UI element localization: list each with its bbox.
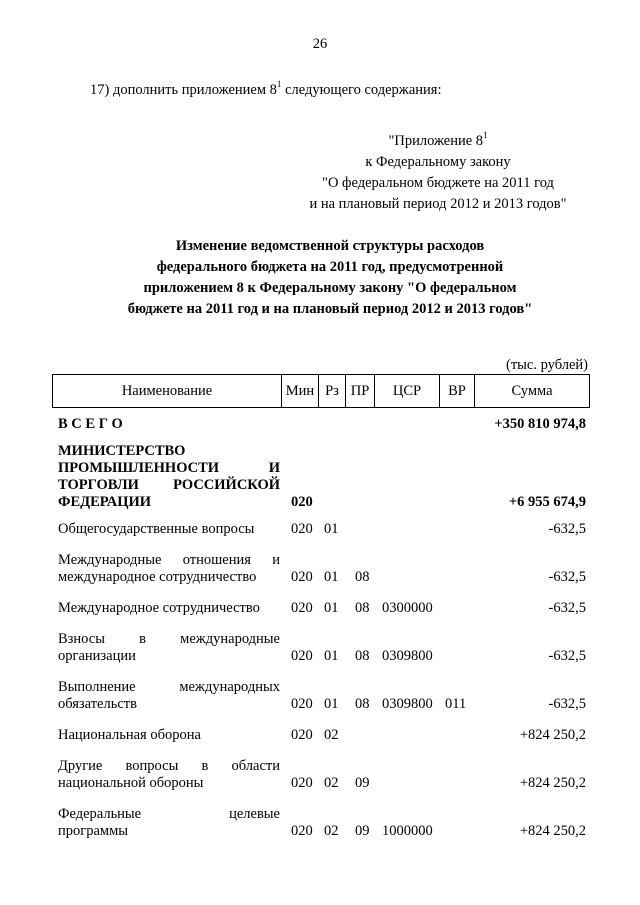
row-min: 020 [291,521,313,537]
row-rz: 01 [324,648,339,664]
row-csr: 0300000 [382,600,433,616]
row-sum: -632,5 [548,521,586,537]
appendix-line-1-text: "Приложение 8 [388,132,484,149]
row-sum: -632,5 [548,600,586,616]
header-name: Наименование [53,375,282,408]
row-name-line: обязательств [58,696,137,712]
row-rz: 02 [324,727,339,743]
table-row [52,806,590,840]
row-name-line: МИНИСТЕРСТВО [58,443,186,459]
row-rz: 01 [324,696,339,712]
row-name [52,758,280,792]
row-vr: 011 [445,696,467,712]
row-name-line: ФЕДЕРАЦИИ [58,494,152,510]
row-name-line: Международные отношения и [58,552,280,568]
row-sum: +824 250,2 [519,823,586,839]
intro-text: 17) дополнить приложением 8 [90,81,277,98]
row-name [52,443,280,511]
table-row [52,631,590,665]
row-name-line: Общегосударственные вопросы [58,521,255,537]
row-name-line: ТОРГОВЛИ РОССИЙСКОЙ [58,477,280,493]
units-label: (тыс. рублей) [506,357,588,373]
table-row [52,443,590,511]
row-min: 020 [291,696,313,712]
row-name-line: организации [58,648,136,664]
table-row [52,416,590,433]
row-min: 020 [291,823,313,839]
appendix-line-1 [288,126,588,152]
table-row [52,552,590,586]
row-pr: 09 [355,823,370,839]
row-sum: +824 250,2 [519,775,586,791]
row-min: 020 [291,569,313,585]
intro-superscript: 1 [276,79,282,89]
row-name-line: ПРОМЫШЛЕННОСТИ И [58,460,280,476]
row-rz: 02 [324,775,339,791]
table-row [52,679,590,713]
row-name [52,679,280,713]
header-sum: Сумма [475,375,590,408]
row-sum: +350 810 974,8 [494,416,586,432]
row-name [52,727,280,744]
header-vr: ВР [440,375,475,408]
row-rz: 01 [324,569,339,585]
title-line-3: приложением 8 к Федеральному закону "О федеральном [143,280,517,296]
title-line-2: федерального бюджета на 2011 год, предусмотренной [156,259,504,275]
title-line-1: Изменение ведомственной структуры расходов [175,238,485,254]
table-body [52,416,590,854]
appendix-line-1-superscript: 1 [483,130,488,140]
row-name-line: национальной обороны [58,775,204,791]
header-csr: ЦСР [375,375,440,408]
header-rz: Рз [319,375,346,408]
appendix-line-4: и на плановый период 2012 и 2013 годов" [309,195,567,212]
appendix-line-2: к Федеральному закону [365,153,511,170]
row-pr: 08 [355,569,370,585]
table-row [52,521,590,538]
row-rz: 02 [324,823,339,839]
row-csr: 0309800 [382,648,433,664]
row-name [52,600,280,617]
row-name-line: Международное сотрудничество [58,600,260,616]
row-min: 020 [291,494,313,510]
table-header [52,374,590,408]
row-pr: 09 [355,775,370,791]
row-name [52,806,280,840]
row-sum: +824 250,2 [519,727,586,743]
row-min: 020 [291,648,313,664]
table-row [52,600,590,617]
row-sum: -632,5 [548,648,586,664]
row-name-line: Выполнение международных [58,679,280,695]
row-min: 020 [291,600,313,616]
page-number: 26 [312,36,328,52]
row-min: 020 [291,775,313,791]
appendix-header [288,126,588,215]
intro-suffix: следующего содержания: [281,81,442,98]
row-pr: 08 [355,648,370,664]
document-title [90,236,570,320]
header-min: Мин [282,375,319,408]
row-name [52,631,280,665]
title-line-4: бюджете на 2011 год и на плановый период 2012 и 2013 годов" [127,301,533,317]
row-name-line: Национальная оборона [58,727,201,743]
row-name-line: программы [58,823,128,839]
row-name [52,416,280,433]
row-name-line: Другие вопросы в области [58,758,280,774]
row-pr: 08 [355,600,370,616]
row-csr: 0309800 [382,696,433,712]
row-sum: -632,5 [548,696,586,712]
row-sum: -632,5 [548,569,586,585]
row-name-line: международное сотрудничество [58,569,257,585]
header-pr: ПР [346,375,375,408]
table-row [52,758,590,792]
intro-paragraph [90,80,441,99]
row-sum: +6 955 674,9 [508,494,586,510]
row-name-line: Федеральные целевые [58,806,280,822]
row-name [52,552,280,586]
row-name-line: Взносы в международные [58,631,280,647]
row-rz: 01 [324,600,339,616]
appendix-line-3: "О федеральном бюджете на 2011 год [322,174,554,191]
row-pr: 08 [355,696,370,712]
row-name-line: В С Е Г О [58,416,123,432]
table-row [52,727,590,744]
row-rz: 01 [324,521,339,537]
row-name [52,521,280,538]
row-min: 020 [291,727,313,743]
row-csr: 1000000 [382,823,433,839]
